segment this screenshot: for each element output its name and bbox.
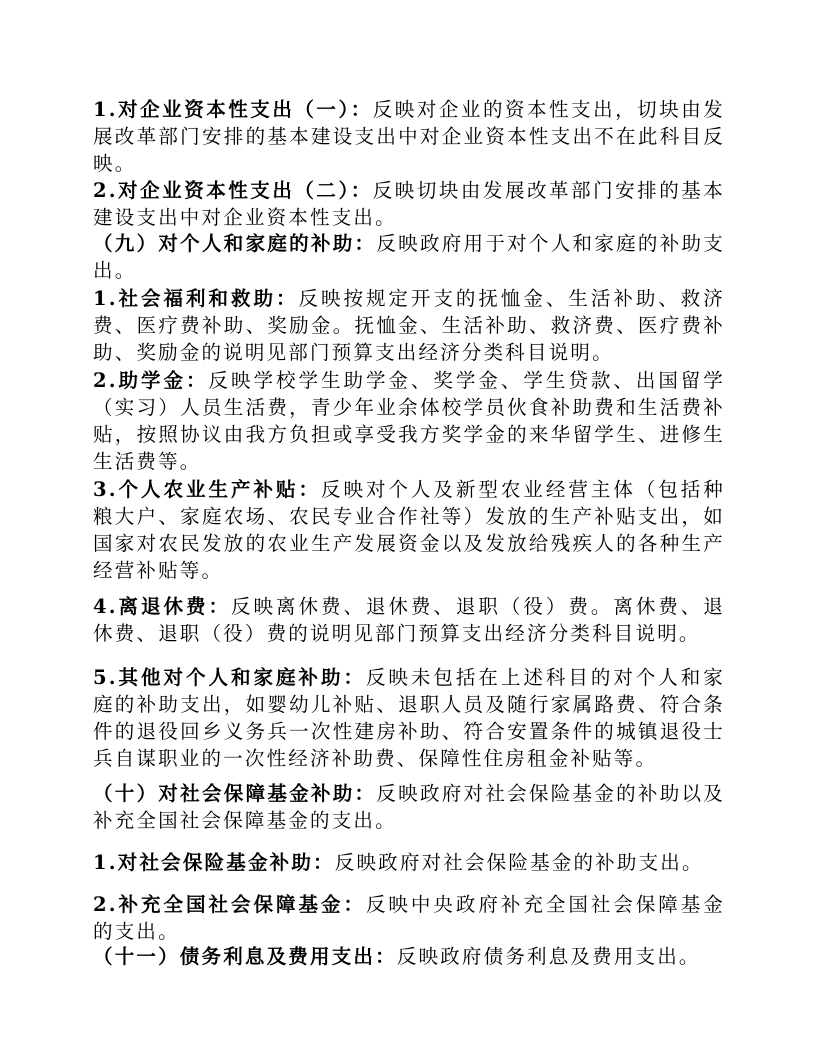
paragraph-body: 反映中央政府补充全国社会保障基金的支出。 (93, 893, 725, 943)
paragraph-body: 反映切块由发展改革部门安排的基本建设支出中对企业资本性支出。 (93, 179, 725, 229)
paragraph-retirement-pay (93, 593, 725, 647)
paragraph-social-insurance-fund (93, 849, 725, 876)
paragraph-social-security-heading (93, 780, 725, 834)
paragraph-term: 2.助学金： (93, 369, 209, 392)
paragraph-social-welfare (93, 285, 725, 366)
paragraph-term: 1.社会福利和救助： (93, 287, 299, 310)
paragraph-body: 反映政府对社会保险基金的补助以及补充全国社会保障基金的支出。 (93, 782, 725, 832)
paragraph-body: 反映对个人及新型农业经营主体（包括种粮大户、家庭农场、农民专业合作社等）发放的生产补贴支出，如国家对农民发放的农业生产发展资金以及发放给残疾人的各种生产经营补贴等。 (93, 478, 725, 582)
paragraph-body: 反映政府用于对个人和家庭的补助支出。 (93, 232, 725, 282)
paragraph-student-aid (93, 367, 725, 475)
paragraph-household-subsidy-heading (93, 230, 725, 284)
paragraph-term: （九）对个人和家庭的补助： (93, 232, 377, 255)
paragraph-body: 反映未包括在上述科目的对个人和家庭的补助支出，如婴幼儿补贴、退职人员及随行家属路费、符合条件的退役回乡义务兵一次性建房补助、符合安置条件的城镇退役士兵自谋职业的一次性经济补助费、保障性住房租金补贴等。 (93, 666, 725, 770)
paragraph-term: 3.个人农业生产补贴： (93, 478, 321, 501)
paragraph-debt-interest (93, 943, 725, 970)
paragraph-term: 4.离退休费： (93, 595, 231, 618)
paragraph-body: 反映对企业的资本性支出，切块由发展改革部门安排的基本建设支出中对企业资本性支出不在此科目反映。 (93, 98, 725, 175)
paragraph-capital-expenditure-2 (93, 177, 725, 231)
paragraph-term: （十一）债务利息及费用支出： (93, 945, 397, 968)
paragraph-term: （十）对社会保障基金补助： (93, 782, 377, 805)
paragraph-other-household-subsidy (93, 664, 725, 772)
paragraph-body: 反映学校学生助学金、奖学金、学生贷款、出国留学（实习）人员生活费，青少年业余体校学员伙食补助费和生活费补贴，按照协议由我方负担或享受我方奖学金的来华留学生、进修生生活费等。 (93, 369, 725, 473)
paragraph-term: 2.对企业资本性支出（二）： (93, 179, 373, 202)
paragraph-term: 1.对企业资本性支出（一）： (93, 98, 373, 121)
paragraph-body: 反映政府对社会保险基金的补助支出。 (334, 851, 704, 874)
paragraph-body: 反映离休费、退休费、退职（役）费。离休费、退休费、退职（役）费的说明见部门预算支出经济分类科目说明。 (93, 595, 725, 645)
paragraph-capital-expenditure-1 (93, 96, 725, 177)
paragraph-body: 反映政府债务利息及费用支出。 (396, 945, 701, 968)
paragraph-term: 2.补充全国社会保障基金： (93, 893, 366, 916)
paragraph-term: 1.对社会保险基金补助： (93, 851, 335, 874)
paragraph-agricultural-subsidy (93, 476, 725, 584)
paragraph-national-security-fund (93, 891, 725, 945)
paragraph-body: 反映按规定开支的抚恤金、生活补助、救济费、医疗费补助、奖励金。抚恤金、生活补助、救济费、医疗费补助、奖励金的说明见部门预算支出经济分类科目说明。 (93, 287, 725, 364)
paragraph-term: 5.其他对个人和家庭补助： (93, 666, 366, 689)
